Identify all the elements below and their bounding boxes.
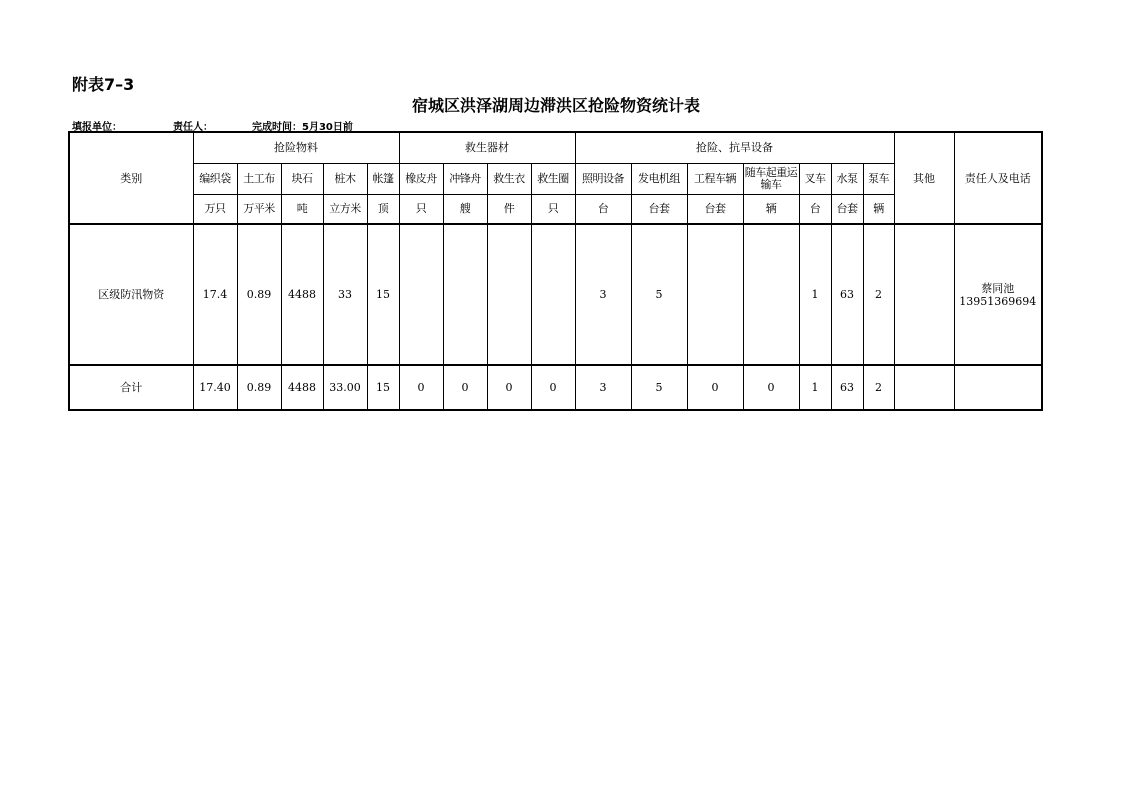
unit-generator-sets: 台套 [631, 194, 687, 224]
row-category: 合计 [69, 365, 193, 410]
table-cell: 1 [799, 365, 831, 410]
table-cell: 1 [799, 224, 831, 365]
unit-crane-trucks: 辆 [743, 194, 799, 224]
column-name-life-buoys: 救生圈 [531, 163, 575, 194]
unit-woven-bags: 万只 [193, 194, 237, 224]
group-header-equipment: 抢险、抗旱设备 [575, 132, 894, 163]
table-row [69, 224, 1042, 365]
table-cell: 0 [531, 365, 575, 410]
row-other [894, 365, 954, 410]
table-cell [687, 224, 743, 365]
table-cell: 0.89 [237, 224, 281, 365]
column-name-rubber-boats: 橡皮舟 [399, 163, 443, 194]
table-cell: 63 [831, 365, 863, 410]
table-cell: 3 [575, 224, 631, 365]
table-cell: 0 [399, 365, 443, 410]
contact-header: 责任人及电话 [954, 132, 1042, 224]
group-header-rescue: 救生器材 [399, 132, 575, 163]
unit-rubber-boats: 只 [399, 194, 443, 224]
table-cell: 33 [323, 224, 367, 365]
table-cell: 0.89 [237, 365, 281, 410]
table-cell [399, 224, 443, 365]
column-name-crane-trucks: 随车起重运输车 [743, 163, 799, 194]
row-category: 区级防汛物资 [69, 224, 193, 365]
column-name-geotextile: 土工布 [237, 163, 281, 194]
unit-tents: 顶 [367, 194, 399, 224]
table-cell: 15 [367, 224, 399, 365]
column-name-life-jackets: 救生衣 [487, 163, 531, 194]
column-name-block-stone: 块石 [281, 163, 323, 194]
group-header-materials: 抢险物料 [193, 132, 399, 163]
table-cell: 15 [367, 365, 399, 410]
deadline-label: 完成时间：5月30日前 [252, 122, 353, 133]
unit-block-stone: 吨 [281, 194, 323, 224]
annex-label: 附表7–3 [72, 75, 135, 94]
table-cell: 17.4 [193, 224, 237, 365]
unit-pump-trucks: 辆 [863, 194, 894, 224]
row-contact [954, 224, 1042, 365]
row-other [894, 224, 954, 365]
table-cell: 4488 [281, 224, 323, 365]
table-cell: 0 [687, 365, 743, 410]
unit-life-buoys: 只 [531, 194, 575, 224]
table-row [69, 365, 1042, 410]
column-name-engineering-vehicles: 工程车辆 [687, 163, 743, 194]
page-title: 宿城区洪泽湖周边滞洪区抢险物资统计表 [411, 96, 700, 115]
table-cell: 0 [443, 365, 487, 410]
unit-geotextile: 万平米 [237, 194, 281, 224]
table-cell [443, 224, 487, 365]
table-cell [487, 224, 531, 365]
column-name-water-pumps: 水泵 [831, 163, 863, 194]
table-cell [531, 224, 575, 365]
table-cell: 4488 [281, 365, 323, 410]
table-cell: 5 [631, 365, 687, 410]
unit-water-pumps: 台套 [831, 194, 863, 224]
table-cell [743, 224, 799, 365]
other-header: 其他 [894, 132, 954, 224]
table-cell: 0 [487, 365, 531, 410]
unit-life-jackets: 件 [487, 194, 531, 224]
unit-lighting: 台 [575, 194, 631, 224]
unit-assault-boats: 艘 [443, 194, 487, 224]
table-cell: 5 [631, 224, 687, 365]
column-name-assault-boats: 冲锋舟 [443, 163, 487, 194]
category-header: 类别 [69, 132, 193, 224]
column-name-tents: 帐篷 [367, 163, 399, 194]
table-cell: 17.40 [193, 365, 237, 410]
unit-engineering-vehicles: 台套 [687, 194, 743, 224]
column-name-woven-bags: 编织袋 [193, 163, 237, 194]
table-cell: 3 [575, 365, 631, 410]
column-name-forklifts: 叉车 [799, 163, 831, 194]
table-cell: 2 [863, 365, 894, 410]
contact-phone: 13951369694 [959, 294, 1037, 308]
column-name-pump-trucks: 泵车 [863, 163, 894, 194]
statistics-table [68, 131, 1043, 411]
table-cell: 63 [831, 224, 863, 365]
column-name-generator-sets: 发电机组 [631, 163, 687, 194]
unit-timber-piles: 立方米 [323, 194, 367, 224]
reporting-unit-label: 填报单位： [72, 122, 122, 133]
table-cell: 2 [863, 224, 894, 365]
responsible-person-label: 责任人： [173, 122, 213, 133]
column-name-timber-piles: 桩木 [323, 163, 367, 194]
table-cell: 0 [743, 365, 799, 410]
table-cell: 33.00 [323, 365, 367, 410]
column-name-lighting: 照明设备 [575, 163, 631, 194]
contact-name: 蔡同池 [981, 281, 1015, 295]
unit-forklifts: 台 [799, 194, 831, 224]
row-contact [954, 365, 1042, 410]
